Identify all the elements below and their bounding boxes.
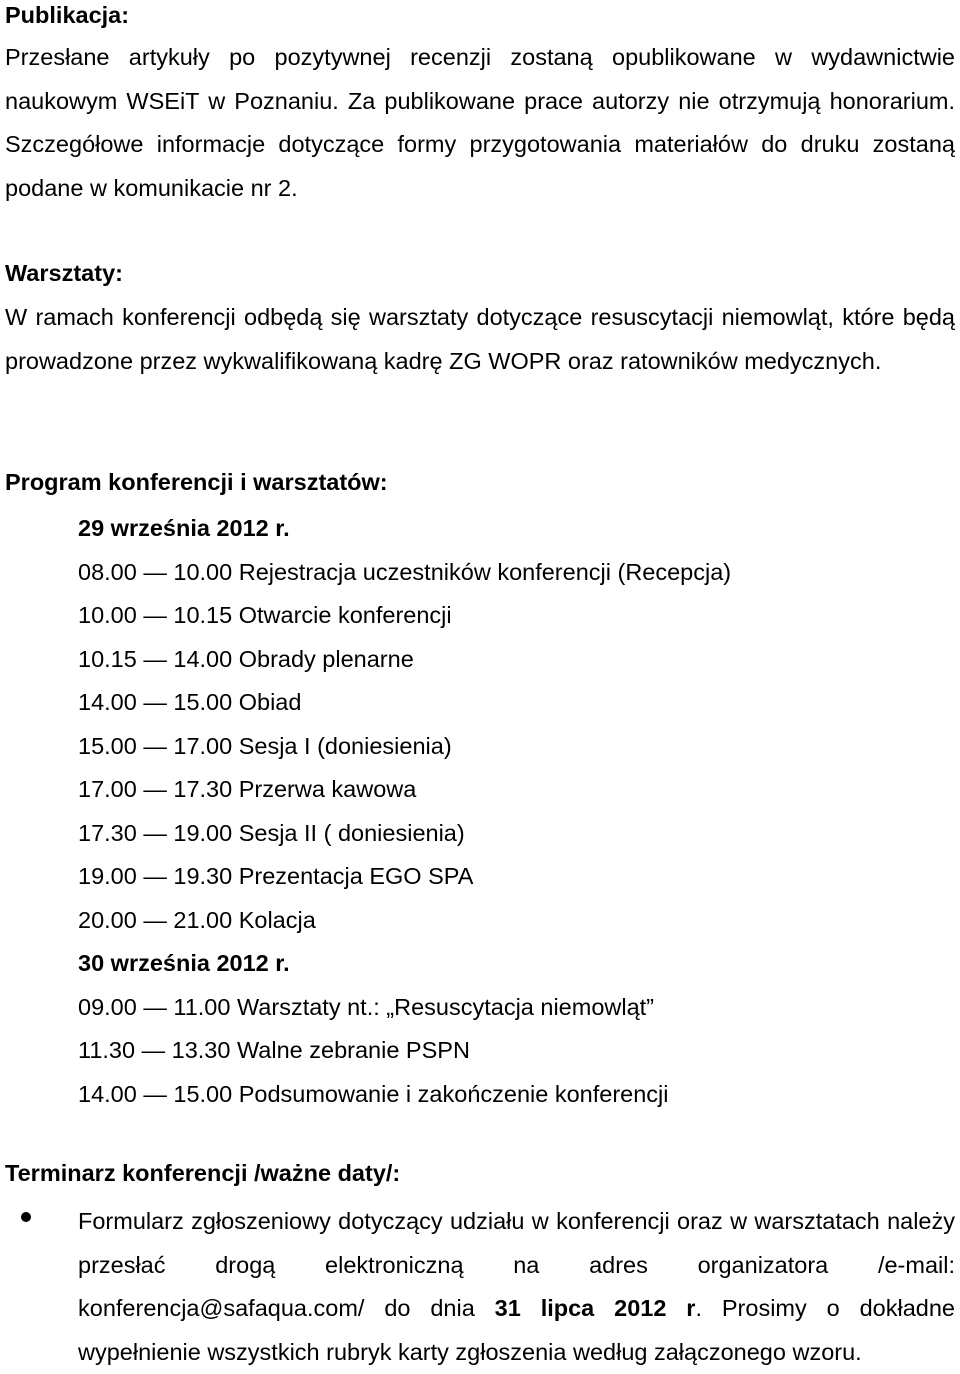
schedule-row	[78, 768, 955, 812]
time-end: 19.30	[173, 863, 233, 889]
time-dash: —	[136, 819, 174, 846]
schedule-row	[78, 812, 955, 856]
list-item-text: Formularz zgłoszeniowy dotyczący udziału w konferencji oraz w warsztatach należy przesłać drogą elektroniczną na adres organizatora /e-mail: konferencja@safaqua.com/ do dnia	[78, 1208, 955, 1321]
time-end: 10.00	[173, 558, 233, 585]
section-paragraph: W ramach konferencji odbędą się warsztaty dotyczące resuscytacji niemowląt, które będą prowadzone przez wykwalifikowaną kadrę ZG WOPR oraz ratowników medycznych.	[5, 304, 955, 374]
schedule-row	[78, 638, 955, 682]
time-end: 10.15	[173, 602, 233, 628]
session-label: Obiad	[238, 689, 302, 715]
schedule-row	[78, 551, 955, 595]
time-end: 14.00	[173, 645, 233, 672]
list-item	[78, 1200, 955, 1374]
session-label: Obrady plenarne	[238, 645, 414, 672]
time-start: 14.00	[78, 1080, 137, 1107]
time-dash: —	[136, 863, 174, 889]
time-end: 13.30	[171, 1037, 231, 1063]
session-label: Rejestracja uczestników konferencji (Recepcja)	[238, 558, 732, 585]
deadline-date: 31 lipca 2012 r	[494, 1295, 696, 1321]
time-end: 19.00	[173, 819, 233, 846]
session-label: Walne zebranie PSPN	[236, 1037, 470, 1063]
session-label: Przerwa kawowa	[238, 776, 417, 802]
schedule-row	[78, 1029, 955, 1073]
section-terminarz	[5, 1160, 955, 1374]
time-start: 08.00	[78, 558, 137, 585]
time-dash: —	[136, 602, 174, 628]
section-warsztaty	[5, 260, 955, 383]
time-dash: —	[136, 645, 174, 672]
time-start: 19.00	[78, 863, 137, 889]
time-dash: —	[136, 906, 174, 933]
session-label: Prezentacja EGO SPA	[238, 863, 474, 889]
time-end: 11.00	[173, 993, 231, 1020]
session-label: Sesja II ( doniesienia)	[238, 819, 465, 846]
time-end: 21.00	[173, 906, 233, 933]
time-start: 09.00	[78, 993, 137, 1020]
section-program	[5, 469, 955, 1116]
time-start: 10.00	[78, 602, 137, 628]
time-end: 15.00	[173, 1080, 233, 1107]
bullet-icon	[21, 1212, 31, 1222]
time-dash: —	[135, 1037, 172, 1063]
time-dash: —	[136, 689, 174, 715]
time-end: 17.00	[173, 732, 233, 759]
schedule-row	[78, 855, 955, 899]
time-dash: —	[136, 732, 174, 759]
section-heading: Publikacja:	[5, 2, 130, 28]
time-start: 11.30	[78, 1037, 136, 1063]
section-heading: Program konferencji i warsztatów:	[5, 469, 388, 495]
schedule-row	[78, 899, 955, 943]
session-label: Kolacja	[238, 906, 316, 933]
deadline-list	[78, 1200, 955, 1374]
schedule-row	[78, 594, 955, 638]
time-dash: —	[136, 558, 174, 585]
time-start: 17.30	[78, 819, 137, 846]
time-start: 17.00	[78, 776, 137, 802]
session-label: Warsztaty nt.: „Resuscytacja niemowląt”	[236, 993, 655, 1020]
session-label: Sesja I (doniesienia)	[238, 732, 452, 759]
day-date: 30 września 2012 r.	[78, 950, 290, 976]
time-end: 17.30	[173, 776, 233, 802]
list-item-text: . Prosimy o dokładne wypełnienie wszystkich rubryk karty zgłoszenia według załączonego wzoru.	[78, 1295, 955, 1365]
schedule-row	[78, 681, 955, 725]
time-start: 20.00	[78, 906, 137, 933]
time-dash: —	[136, 776, 174, 802]
day-date: 29 września 2012 r.	[78, 515, 290, 541]
time-start: 14.00	[78, 689, 137, 715]
section-paragraph: Przesłane artykuły po pozytywnej recenzji zostaną opublikowane w wydawnictwie naukowym WSEiT w Poznaniu. Za publikowane prace autorzy nie otrzymują honorarium. Szczegółowe informacje dotyczące formy przygotowania materiałów do druku zostaną podane w komunikacie nr 2.	[5, 44, 955, 201]
time-dash: —	[136, 1080, 174, 1107]
section-heading: Warsztaty:	[5, 260, 123, 286]
section-heading: Terminarz konferencji /ważne daty/:	[5, 1160, 401, 1186]
time-start: 10.15	[78, 645, 137, 672]
program-schedule	[78, 507, 955, 1116]
session-label: Otwarcie konferencji	[238, 602, 452, 628]
schedule-row	[78, 1073, 955, 1117]
time-end: 15.00	[173, 689, 233, 715]
schedule-row	[78, 986, 955, 1030]
session-label: Podsumowanie i zakończenie konferencji	[238, 1080, 669, 1107]
time-start: 15.00	[78, 732, 137, 759]
section-publikacja	[5, 2, 955, 210]
time-dash: —	[136, 993, 174, 1020]
schedule-row	[78, 725, 955, 769]
